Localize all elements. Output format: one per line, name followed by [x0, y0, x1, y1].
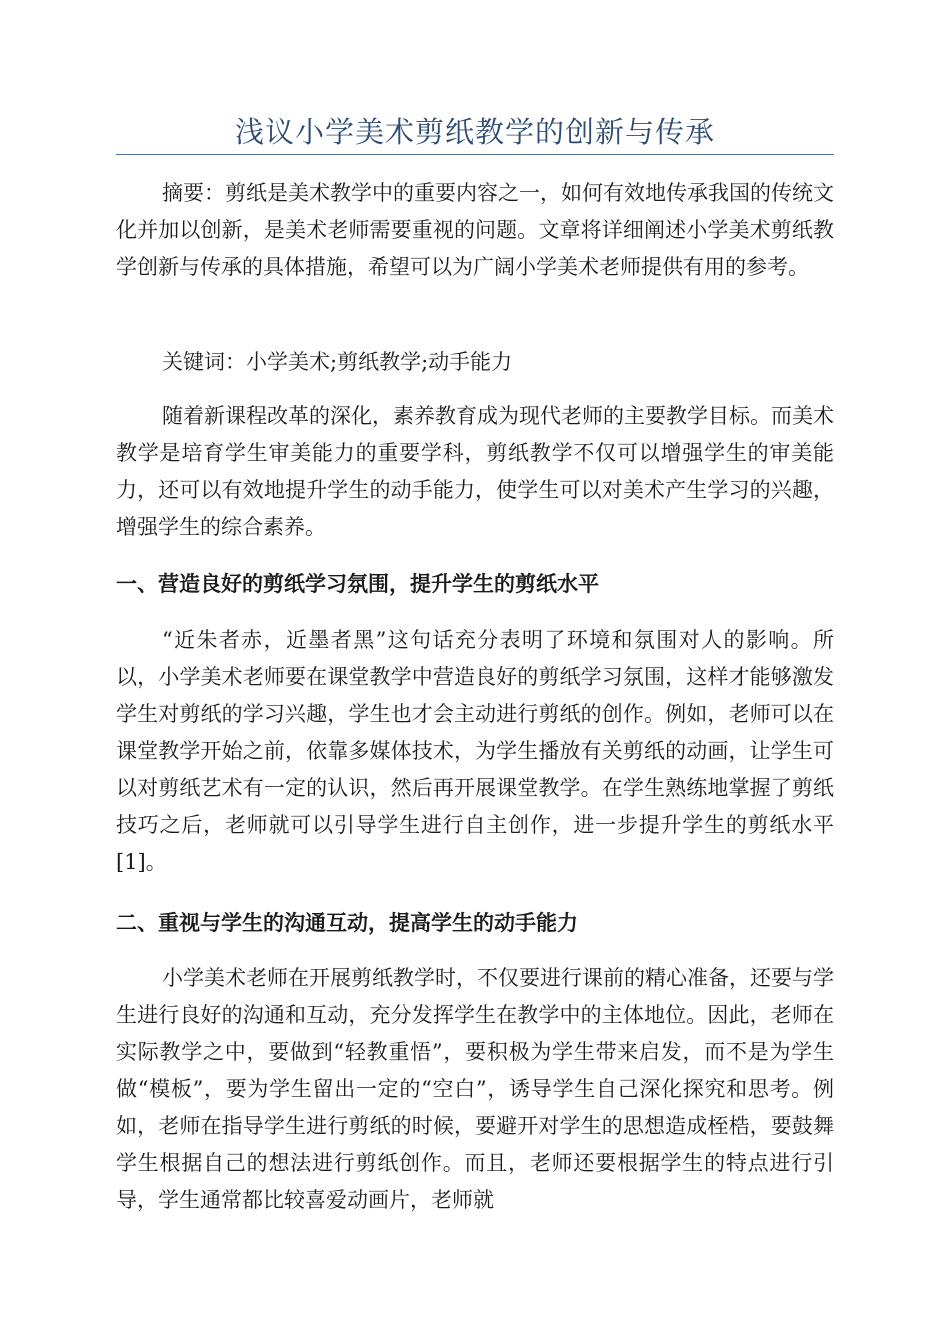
title-underline — [116, 154, 834, 155]
section-heading-2: 二、重视与学生的沟通互动，提高学生的动手能力 — [116, 911, 578, 935]
intro-paragraph: 随着新课程改革的深化，素养教育成为现代老师的主要教学目标。而美术教学是培育学生审美能力的重要学科，剪纸教学不仅可以增强学生的审美能力，还可以有效地提升学生的动手能力，使学生可以对美术产生学习的兴趣，增强学生的综合素养。 — [116, 404, 834, 539]
section-heading-1: 一、营造良好的剪纸学习氛围，提升学生的剪纸水平 — [116, 572, 599, 596]
document-title: 浅议小学美术剪纸教学的创新与传承 — [234, 115, 715, 149]
section-2-paragraph: 小学美术老师在开展剪纸教学时，不仅要进行课前的精心准备，还要与学生进行良好的沟通和互动，充分发挥学生在教学中的主体地位。因此，老师在实际教学之中，要做到“轻教重悟”，要积极为学生带来启发，而不是为学生做“模板”，要为学生留出一定的“空白”，诱导学生自己深化探究和思考。例如，老师在指导学生进行剪纸的时候，要避开对学生的思想造成桎梏，要鼓舞学生根据自己的想法进行剪纸创作。而且，老师还要根据学生的特点进行引导，学生通常都比较喜爱动画片，老师就 — [116, 966, 834, 1212]
keywords-paragraph: 关键词：小学美术;剪纸教学;动手能力 — [162, 350, 513, 374]
abstract-paragraph: 摘要：剪纸是美术教学中的重要内容之一，如何有效地传承我国的传统文化并加以创新，是美术老师需要重视的问题。文章将详细阐述小学美术剪纸教学创新与传承的具体措施，希望可以为广阔小学美术老师提供有用的参考。 — [116, 181, 834, 279]
section-1-paragraph: “近朱者赤，近墨者黑”这句话充分表明了环境和氛围对人的影响。所以，小学美术老师要在课堂教学中营造良好的剪纸学习氛围，这样才能够激发学生对剪纸的学习兴趣，学生也才会主动进行剪纸的创作。例如，老师可以在课堂教学开始之前，依靠多媒体技术，为学生播放有关剪纸的动画，让学生可以对剪纸艺术有一定的认识，然后再开展课堂教学。在学生熟练地掌握了剪纸技巧之后，老师就可以引导学生进行自主创作，进一步提升学生的剪纸水平[1]。 — [116, 628, 834, 874]
